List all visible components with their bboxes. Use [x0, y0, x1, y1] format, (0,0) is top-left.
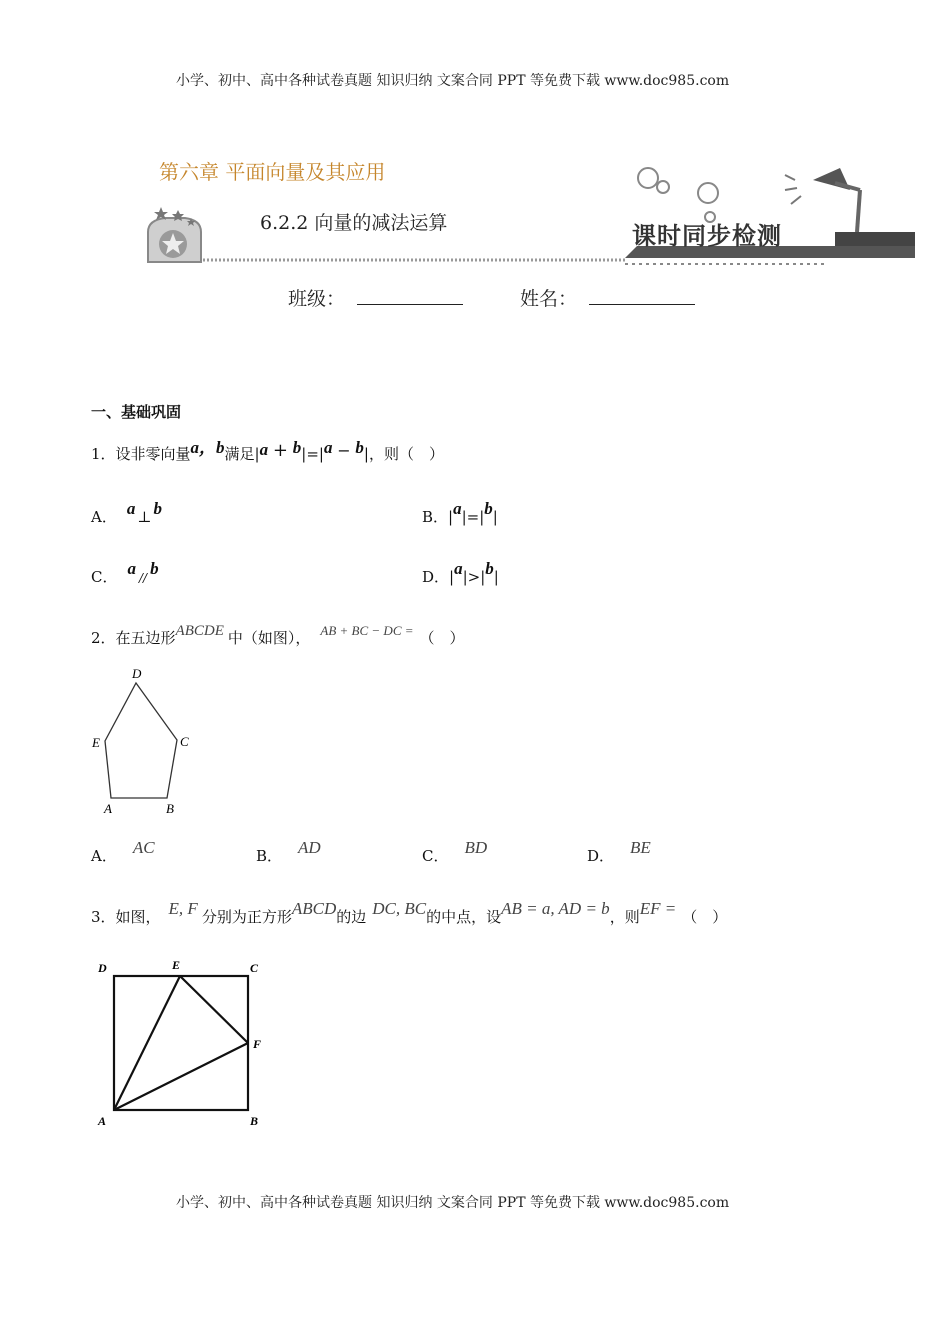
option-label: D．: [587, 847, 615, 865]
vector-b: b: [216, 438, 225, 457]
vector-a: a: [190, 438, 200, 457]
abs-bar: |: [492, 508, 498, 526]
vector-a: a: [127, 559, 136, 578]
equals-abs: |=|: [461, 508, 485, 526]
q3-text: 的边: [336, 908, 367, 926]
vector-b: b: [484, 499, 493, 518]
class-field[interactable]: [357, 282, 463, 305]
q1-option-c[interactable]: [91, 559, 159, 587]
option-value: AD: [298, 838, 321, 857]
section-title: 一、基础巩固: [91, 403, 182, 421]
q1-mid: |=|: [301, 445, 324, 463]
question-3: [91, 899, 728, 927]
q1-plus: +: [272, 440, 288, 461]
vector-definition: AB = a, AD = b: [501, 899, 610, 918]
q1-cond: 满足|: [224, 445, 260, 463]
option-label: A．: [91, 847, 117, 865]
pentagon-diagram: [88, 665, 198, 820]
q3-tail: （ ）: [682, 908, 728, 926]
vertex-a: A: [98, 1114, 107, 1128]
q2-mid: 中（如图），: [227, 629, 311, 647]
option-label: B．: [256, 847, 283, 865]
square-diagram: [92, 955, 272, 1135]
parallel-symbol: //: [138, 571, 148, 585]
vertex-a: A: [104, 801, 112, 816]
q1-option-a[interactable]: [91, 499, 162, 527]
pentagon-name: ABCDE: [175, 623, 224, 639]
option-value: BE: [630, 838, 651, 857]
points-ef: E, F: [168, 899, 198, 918]
q2-option-d[interactable]: [587, 838, 651, 866]
square-name: ABCD: [291, 899, 337, 918]
sync-test-stamp: 课时同步检测: [632, 221, 782, 250]
q2-option-b[interactable]: [256, 838, 321, 866]
q1-option-b[interactable]: [422, 499, 498, 527]
vertex-e: E: [92, 735, 100, 750]
perpendicular-symbol: ⊥: [137, 508, 152, 526]
vertex-d: D: [98, 961, 107, 975]
sides-dc-bc: DC, BC: [372, 899, 427, 918]
page-footer: 小学、初中、高中各种试卷真题 知识归纳 文案合同 PPT 等免费下载 www.doc985.com: [176, 1195, 730, 1211]
vector-expression: AB + BC − DC =: [320, 623, 414, 638]
vector-a: a: [259, 440, 269, 459]
vertex-b: B: [166, 801, 174, 816]
vertex-c: C: [180, 734, 189, 749]
option-label: A．: [91, 508, 117, 526]
vector-ef: EF =: [639, 899, 677, 918]
vector-a: a: [323, 438, 333, 457]
vector-b: b: [485, 559, 494, 578]
vector-b: b: [153, 499, 162, 518]
vector-b: b: [292, 438, 302, 457]
abs-bar: |: [448, 508, 454, 526]
name-label: 姓名：: [520, 288, 578, 310]
vector-b: b: [355, 438, 364, 457]
desk-lamp-icon: [785, 168, 860, 232]
vertex-d: D: [132, 666, 142, 681]
q3-text: 分别为正方形: [201, 908, 292, 926]
option-label: B．: [422, 508, 449, 526]
vertex-e: E: [172, 958, 181, 972]
class-label: 班级：: [288, 288, 346, 310]
option-label: D．: [422, 568, 450, 586]
q1-option-d[interactable]: [422, 559, 499, 587]
title-banner: [145, 150, 915, 275]
option-value: BD: [464, 838, 488, 857]
square-figure: [92, 955, 272, 1135]
q3-stem: 3．如图，: [91, 908, 161, 926]
q1-comma: ，: [199, 438, 217, 457]
vertex-b: B: [250, 1114, 259, 1128]
name-field[interactable]: [589, 282, 695, 305]
vector-a: a: [453, 499, 462, 518]
q2-option-c[interactable]: [422, 838, 488, 866]
vector-a: a: [454, 559, 463, 578]
q2-stem: 2．在五边形: [91, 629, 176, 647]
q3-text: ，则: [609, 908, 640, 926]
q1-minus: −: [337, 441, 351, 460]
greater-abs: |>|: [462, 568, 486, 586]
vertex-f: F: [253, 1037, 262, 1051]
option-label: C．: [91, 568, 118, 586]
vertex-c: C: [250, 961, 259, 975]
question-2: [91, 623, 465, 648]
q1-stem: 1．设非零向量: [91, 445, 191, 463]
q2-option-a[interactable]: [91, 838, 155, 866]
star-badge-icon: [148, 207, 201, 262]
abs-bar: |: [493, 568, 499, 586]
vector-a: a: [126, 499, 136, 518]
lesson-title: 6.2.2 向量的减法运算: [260, 212, 448, 234]
question-1: [91, 439, 444, 464]
chapter-title: 第六章 平面向量及其应用: [159, 160, 386, 184]
option-value: AC: [132, 838, 155, 857]
q3-text: 的中点，设: [426, 908, 502, 926]
q1-tail: |，则（ ）: [363, 445, 444, 463]
page-header: 小学、初中、高中各种试卷真题 知识归纳 文案合同 PPT 等免费下载 www.doc985.com: [176, 73, 730, 89]
q2-tail: （ ）: [419, 629, 465, 647]
vector-b: b: [150, 559, 159, 578]
abs-bar: |: [449, 568, 455, 586]
pentagon-figure: [88, 665, 198, 820]
option-label: C．: [422, 847, 449, 865]
